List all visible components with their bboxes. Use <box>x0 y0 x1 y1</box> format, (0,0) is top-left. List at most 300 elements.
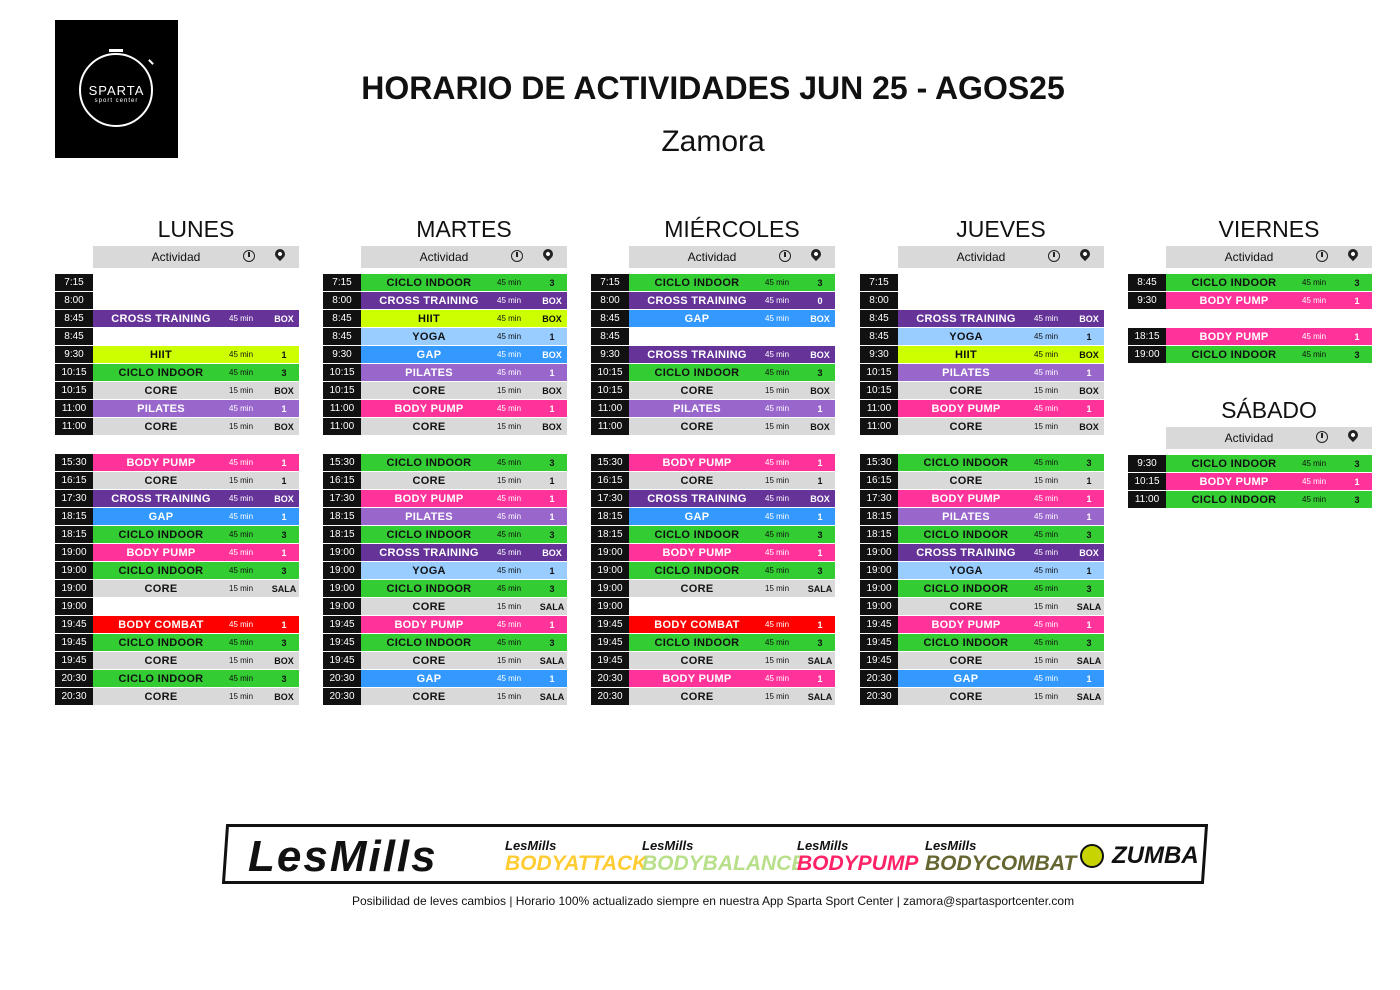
schedule-row[interactable] <box>55 670 299 688</box>
schedule-row[interactable] <box>860 670 1104 688</box>
schedule-row[interactable] <box>1128 292 1372 310</box>
schedule-row[interactable] <box>860 688 1104 706</box>
activity-room: 3 <box>1086 529 1092 540</box>
activity-duration: 45 min <box>765 350 790 359</box>
slot-activity[interactable] <box>361 580 567 597</box>
slot-activity[interactable] <box>629 670 835 687</box>
schedule-row[interactable] <box>860 490 1104 508</box>
slot-activity[interactable] <box>629 562 835 579</box>
slot-activity[interactable] <box>629 382 835 399</box>
slot-activity[interactable] <box>629 292 835 309</box>
schedule-row[interactable] <box>323 508 567 526</box>
slot-time: 19:45 <box>55 616 93 633</box>
activity-name: CORE <box>412 384 446 397</box>
slot-activity[interactable] <box>1166 455 1372 472</box>
schedule-row[interactable] <box>860 616 1104 634</box>
slot-time: 17:30 <box>591 490 629 507</box>
schedule-row[interactable] <box>860 472 1104 490</box>
schedule-row[interactable] <box>591 688 835 706</box>
slot-activity[interactable] <box>898 364 1104 381</box>
schedule-row[interactable] <box>860 400 1104 418</box>
activity-duration: 45 min <box>765 278 790 287</box>
activity-name: PILATES <box>942 510 990 523</box>
slot-activity[interactable] <box>629 580 835 597</box>
slot-time: 8:00 <box>55 292 93 309</box>
activity-duration: 45 min <box>765 296 790 305</box>
schedule-row[interactable] <box>323 400 567 418</box>
activity-room: BOX <box>542 421 562 432</box>
schedule-row[interactable] <box>323 292 567 310</box>
activity-room: SALA <box>807 655 833 666</box>
activity-duration: 45 min <box>1034 584 1059 593</box>
slot-activity[interactable] <box>898 310 1104 327</box>
slot-time: 11:00 <box>860 418 898 435</box>
activity-name: CICLO INDOOR <box>923 582 1009 595</box>
schedule-row[interactable] <box>1128 346 1372 364</box>
schedule-row[interactable] <box>591 400 835 418</box>
slot-activity[interactable] <box>898 670 1104 687</box>
schedule-row[interactable] <box>55 562 299 580</box>
slot-time: 19:00 <box>591 562 629 579</box>
schedule-row[interactable] <box>860 508 1104 526</box>
slot-activity[interactable] <box>898 472 1104 489</box>
slot-activity[interactable] <box>1166 346 1372 363</box>
slot-activity[interactable] <box>361 634 567 651</box>
schedule-row[interactable] <box>591 310 835 328</box>
schedule-row[interactable] <box>1128 274 1372 292</box>
schedule-row[interactable] <box>55 526 299 544</box>
slot-activity[interactable] <box>898 652 1104 669</box>
schedule-row[interactable] <box>1128 491 1372 509</box>
slot-time: 19:00 <box>55 544 93 561</box>
schedule-row[interactable] <box>860 652 1104 670</box>
slot-activity[interactable] <box>629 310 835 327</box>
slot-activity[interactable] <box>898 490 1104 507</box>
slot-time: 19:45 <box>591 616 629 633</box>
midday-gap <box>860 436 1104 454</box>
slot-activity[interactable] <box>629 616 835 633</box>
schedule-row[interactable] <box>323 418 567 436</box>
activity-room: 1 <box>281 619 287 630</box>
activity-room: BOX <box>810 421 830 432</box>
slot-time: 19:45 <box>591 634 629 651</box>
slot-activity[interactable] <box>898 346 1104 363</box>
schedule-row[interactable] <box>323 274 567 292</box>
slot-time: 15:30 <box>591 454 629 471</box>
schedule-row[interactable] <box>55 580 299 598</box>
slot-time: 9:30 <box>1128 455 1166 472</box>
schedule-row[interactable] <box>860 364 1104 382</box>
slot-activity[interactable] <box>629 526 835 543</box>
activity-room: BOX <box>274 421 294 432</box>
slot-time: 19:45 <box>860 616 898 633</box>
slot-activity[interactable] <box>361 418 567 435</box>
activity-name: HIIT <box>955 348 977 361</box>
activity-room: BOX <box>274 313 294 324</box>
day-name: SÁBADO <box>1221 397 1317 423</box>
column-header <box>93 246 299 268</box>
activity-name: BODY PUMP <box>662 456 732 469</box>
slot-activity[interactable] <box>93 562 299 579</box>
slot-activity[interactable] <box>629 418 835 435</box>
activity-name: BODY PUMP <box>931 618 1001 631</box>
slot-activity[interactable] <box>361 616 567 633</box>
slot-activity[interactable] <box>361 670 567 687</box>
slot-activity[interactable] <box>1166 491 1372 508</box>
activity-room: 1 <box>1354 476 1360 487</box>
activity-name: GAP <box>416 672 442 685</box>
activity-duration: 45 min <box>497 584 522 593</box>
slot-activity[interactable] <box>898 688 1104 705</box>
slot-activity[interactable] <box>93 490 299 507</box>
activity-duration: 45 min <box>497 566 522 575</box>
activity-name: CORE <box>144 690 178 703</box>
activity-room: 1 <box>817 547 823 558</box>
slot-activity[interactable] <box>361 544 567 561</box>
schedule-row[interactable] <box>860 274 1104 292</box>
slot-time: 15:30 <box>55 454 93 471</box>
schedule-row[interactable] <box>860 382 1104 400</box>
activity-name: CROSS TRAINING <box>647 294 747 307</box>
slot-activity[interactable] <box>93 580 299 597</box>
slot-time: 19:00 <box>591 544 629 561</box>
schedule-row[interactable] <box>591 544 835 562</box>
activity-duration: 15 min <box>497 476 522 485</box>
slot-activity[interactable] <box>361 400 567 417</box>
schedule-row[interactable] <box>323 328 567 346</box>
slot-time: 17:30 <box>860 490 898 507</box>
schedule-row[interactable] <box>860 418 1104 436</box>
activity-duration: 45 min <box>497 458 522 467</box>
schedule-row[interactable] <box>323 580 567 598</box>
schedule-row[interactable] <box>323 562 567 580</box>
slot-time: 8:45 <box>591 310 629 327</box>
slot-activity[interactable] <box>93 472 299 489</box>
activity-name: CORE <box>680 690 714 703</box>
slot-activity[interactable] <box>93 526 299 543</box>
slot-activity[interactable] <box>361 598 567 615</box>
slot-activity[interactable] <box>93 292 299 309</box>
schedule-row[interactable] <box>1128 473 1372 491</box>
slot-activity[interactable] <box>93 382 299 399</box>
day-4 <box>860 212 1104 706</box>
schedule-row[interactable] <box>55 382 299 400</box>
slot-activity[interactable] <box>361 562 567 579</box>
activity-duration: 45 min <box>497 368 522 377</box>
slot-activity[interactable] <box>1166 328 1372 345</box>
activity-duration: 45 min <box>1034 314 1059 323</box>
schedule-row[interactable] <box>55 292 299 310</box>
slot-activity[interactable] <box>361 652 567 669</box>
slot-activity[interactable] <box>361 472 567 489</box>
slot-activity[interactable] <box>1166 473 1372 490</box>
activity-name: CICLO INDOOR <box>118 564 204 577</box>
slot-activity[interactable] <box>898 544 1104 561</box>
duration-header <box>507 246 529 268</box>
slot-activity[interactable] <box>361 688 567 705</box>
schedule-row[interactable] <box>55 652 299 670</box>
schedule-row[interactable] <box>55 598 299 616</box>
schedule-row[interactable] <box>55 364 299 382</box>
schedule-row[interactable] <box>323 454 567 472</box>
slot-activity[interactable] <box>93 634 299 651</box>
slot-activity[interactable] <box>93 400 299 417</box>
schedule-row[interactable] <box>55 616 299 634</box>
slot-activity[interactable] <box>93 544 299 561</box>
schedule-row[interactable] <box>860 598 1104 616</box>
schedule-row[interactable] <box>55 310 299 328</box>
schedule-row[interactable] <box>591 328 835 346</box>
activity-room: BOX <box>274 691 294 702</box>
slot-activity[interactable] <box>898 274 1104 291</box>
schedule-row[interactable] <box>860 544 1104 562</box>
slot-time: 18:15 <box>591 526 629 543</box>
activity-room: 3 <box>549 529 555 540</box>
schedule-row[interactable] <box>323 490 567 508</box>
slot-activity[interactable] <box>361 292 567 309</box>
activity-room: 1 <box>1086 673 1092 684</box>
slot-time: 20:30 <box>323 688 361 705</box>
schedule-row[interactable] <box>323 382 567 400</box>
slot-activity[interactable] <box>93 346 299 363</box>
schedule-row[interactable] <box>323 598 567 616</box>
slot-activity[interactable] <box>898 508 1104 525</box>
schedule-row[interactable] <box>591 274 835 292</box>
slot-activity[interactable] <box>629 598 835 615</box>
schedule-row[interactable] <box>323 364 567 382</box>
slot-activity[interactable] <box>898 418 1104 435</box>
schedule-row[interactable] <box>323 634 567 652</box>
location-pin-icon <box>1078 247 1092 261</box>
slot-activity[interactable] <box>898 580 1104 597</box>
slot-activity[interactable] <box>93 454 299 471</box>
slot-time: 7:15 <box>860 274 898 291</box>
column-header <box>361 246 567 268</box>
schedule-row[interactable] <box>860 580 1104 598</box>
slot-activity[interactable] <box>93 616 299 633</box>
column-header <box>898 246 1104 268</box>
slot-activity[interactable] <box>93 652 299 669</box>
slot-activity[interactable] <box>629 490 835 507</box>
slot-activity[interactable] <box>629 400 835 417</box>
activity-name: GAP <box>416 348 442 361</box>
slot-activity[interactable] <box>629 634 835 651</box>
slot-activity[interactable] <box>361 382 567 399</box>
slot-activity[interactable] <box>361 310 567 327</box>
schedule-row[interactable] <box>55 472 299 490</box>
activity-room: 1 <box>1086 367 1092 378</box>
activity-duration: 15 min <box>229 584 254 593</box>
schedule-row[interactable] <box>323 472 567 490</box>
duration-header <box>775 246 797 268</box>
slot-activity[interactable] <box>629 274 835 291</box>
schedule-row[interactable] <box>591 418 835 436</box>
slot-activity[interactable] <box>361 274 567 291</box>
schedule-row[interactable] <box>591 382 835 400</box>
slot-activity[interactable] <box>93 328 299 345</box>
slot-activity[interactable] <box>629 688 835 705</box>
slot-activity[interactable] <box>93 508 299 525</box>
slot-activity[interactable] <box>898 292 1104 309</box>
logo-name: SPARTA <box>88 83 145 98</box>
slot-time: 18:15 <box>323 526 361 543</box>
schedule-row[interactable] <box>55 454 299 472</box>
schedule-row[interactable] <box>55 274 299 292</box>
schedule-row[interactable] <box>591 580 835 598</box>
schedule-row[interactable] <box>55 328 299 346</box>
schedule-row[interactable] <box>323 670 567 688</box>
activity-room: BOX <box>274 385 294 396</box>
schedule-row[interactable] <box>591 670 835 688</box>
schedule-row[interactable] <box>591 616 835 634</box>
activity-duration: 15 min <box>765 476 790 485</box>
activity-header-label: Actividad <box>1224 431 1274 445</box>
activity-room: 3 <box>1354 494 1360 505</box>
schedule-row[interactable] <box>323 616 567 634</box>
slot-activity[interactable] <box>898 382 1104 399</box>
slot-activity[interactable] <box>361 364 567 381</box>
slot-time: 9:30 <box>1128 292 1166 309</box>
activity-duration: 45 min <box>229 620 254 629</box>
schedule-row[interactable] <box>591 634 835 652</box>
schedule-row[interactable] <box>591 598 835 616</box>
program-brand: LesMills <box>505 838 557 853</box>
schedule-row[interactable] <box>55 544 299 562</box>
slot-activity[interactable] <box>361 508 567 525</box>
activity-room: 1 <box>281 457 287 468</box>
activity-name: CICLO INDOOR <box>654 366 740 379</box>
slot-activity[interactable] <box>898 634 1104 651</box>
schedule-row[interactable] <box>55 346 299 364</box>
activity-name: CORE <box>949 384 983 397</box>
slot-activity[interactable] <box>898 328 1104 345</box>
activity-room: SALA <box>1076 691 1102 702</box>
schedule-row[interactable] <box>323 652 567 670</box>
schedule-row[interactable] <box>55 688 299 706</box>
schedule-row[interactable] <box>591 526 835 544</box>
slot-activity[interactable] <box>1166 292 1372 309</box>
activity-name: CROSS TRAINING <box>111 312 211 325</box>
activity-room: 3 <box>1086 637 1092 648</box>
activity-room: 3 <box>817 277 823 288</box>
slot-activity[interactable] <box>361 328 567 345</box>
schedule-row[interactable] <box>55 418 299 436</box>
slot-activity[interactable] <box>93 688 299 705</box>
schedule-row[interactable] <box>55 508 299 526</box>
slot-activity[interactable] <box>93 418 299 435</box>
slot-activity[interactable] <box>93 310 299 327</box>
slot-time: 8:00 <box>591 292 629 309</box>
slot-activity[interactable] <box>898 454 1104 471</box>
schedule-row[interactable] <box>591 508 835 526</box>
slot-activity[interactable] <box>629 346 835 363</box>
slot-activity[interactable] <box>361 490 567 507</box>
slot-activity[interactable] <box>629 328 835 345</box>
schedule-row[interactable] <box>860 310 1104 328</box>
schedule-row[interactable] <box>55 634 299 652</box>
schedule-row[interactable] <box>1128 455 1372 473</box>
activity-room: 1 <box>281 547 287 558</box>
slot-activity[interactable] <box>629 364 835 381</box>
schedule-row[interactable] <box>55 490 299 508</box>
duration-header <box>239 246 261 268</box>
schedule-row[interactable] <box>323 544 567 562</box>
slot-activity[interactable] <box>898 598 1104 615</box>
schedule-row[interactable] <box>591 562 835 580</box>
schedule-row[interactable] <box>591 292 835 310</box>
slot-activity[interactable] <box>898 400 1104 417</box>
schedule-row[interactable] <box>860 454 1104 472</box>
schedule-row[interactable] <box>323 688 567 706</box>
slot-activity[interactable] <box>629 472 835 489</box>
slot-activity[interactable] <box>93 274 299 291</box>
schedule-row[interactable] <box>860 328 1104 346</box>
schedule-row[interactable] <box>55 400 299 418</box>
activity-duration: 45 min <box>765 548 790 557</box>
slot-activity[interactable] <box>629 544 835 561</box>
slot-activity[interactable] <box>1166 274 1372 291</box>
activity-room: BOX <box>542 295 562 306</box>
activity-duration: 15 min <box>1034 602 1059 611</box>
activity-room: 1 <box>281 511 287 522</box>
slot-activity[interactable] <box>629 508 835 525</box>
stopwatch-icon <box>511 250 523 262</box>
schedule-row[interactable] <box>591 454 835 472</box>
slot-activity[interactable] <box>629 652 835 669</box>
schedule-row[interactable] <box>591 346 835 364</box>
schedule-row[interactable] <box>591 472 835 490</box>
schedule-row[interactable] <box>860 346 1104 364</box>
schedule-row[interactable] <box>323 346 567 364</box>
activity-name: CORE <box>412 600 446 613</box>
activity-duration: 15 min <box>765 386 790 395</box>
column-header <box>1166 427 1372 449</box>
slot-activity[interactable] <box>361 526 567 543</box>
activity-duration: 45 min <box>1034 458 1059 467</box>
schedule-row[interactable] <box>1128 328 1372 346</box>
slot-activity[interactable] <box>93 670 299 687</box>
activity-room: BOX <box>542 547 562 558</box>
schedule-row[interactable] <box>323 310 567 328</box>
activity-room: 3 <box>1086 583 1092 594</box>
schedule-row[interactable] <box>323 526 567 544</box>
schedule-row[interactable] <box>591 364 835 382</box>
activity-duration: 45 min <box>497 530 522 539</box>
slot-time: 19:00 <box>323 544 361 561</box>
slot-activity[interactable] <box>898 562 1104 579</box>
activity-name: CORE <box>144 420 178 433</box>
activity-duration: 45 min <box>765 566 790 575</box>
schedule-row[interactable] <box>860 526 1104 544</box>
activity-duration: 45 min <box>229 548 254 557</box>
schedule-row[interactable] <box>860 292 1104 310</box>
slot-activity[interactable] <box>361 454 567 471</box>
activity-name: CICLO INDOOR <box>654 276 740 289</box>
schedule-row[interactable] <box>860 562 1104 580</box>
slot-activity[interactable] <box>629 454 835 471</box>
slot-activity[interactable] <box>93 364 299 381</box>
activity-duration: 45 min <box>229 404 254 413</box>
schedule-row[interactable] <box>860 634 1104 652</box>
schedule-row[interactable] <box>591 652 835 670</box>
slot-activity[interactable] <box>361 346 567 363</box>
slot-activity[interactable] <box>898 616 1104 633</box>
location-pin-icon <box>541 247 555 261</box>
schedule-row[interactable] <box>591 490 835 508</box>
activity-duration: 15 min <box>497 656 522 665</box>
slot-activity[interactable] <box>898 526 1104 543</box>
slot-activity[interactable] <box>93 598 299 615</box>
